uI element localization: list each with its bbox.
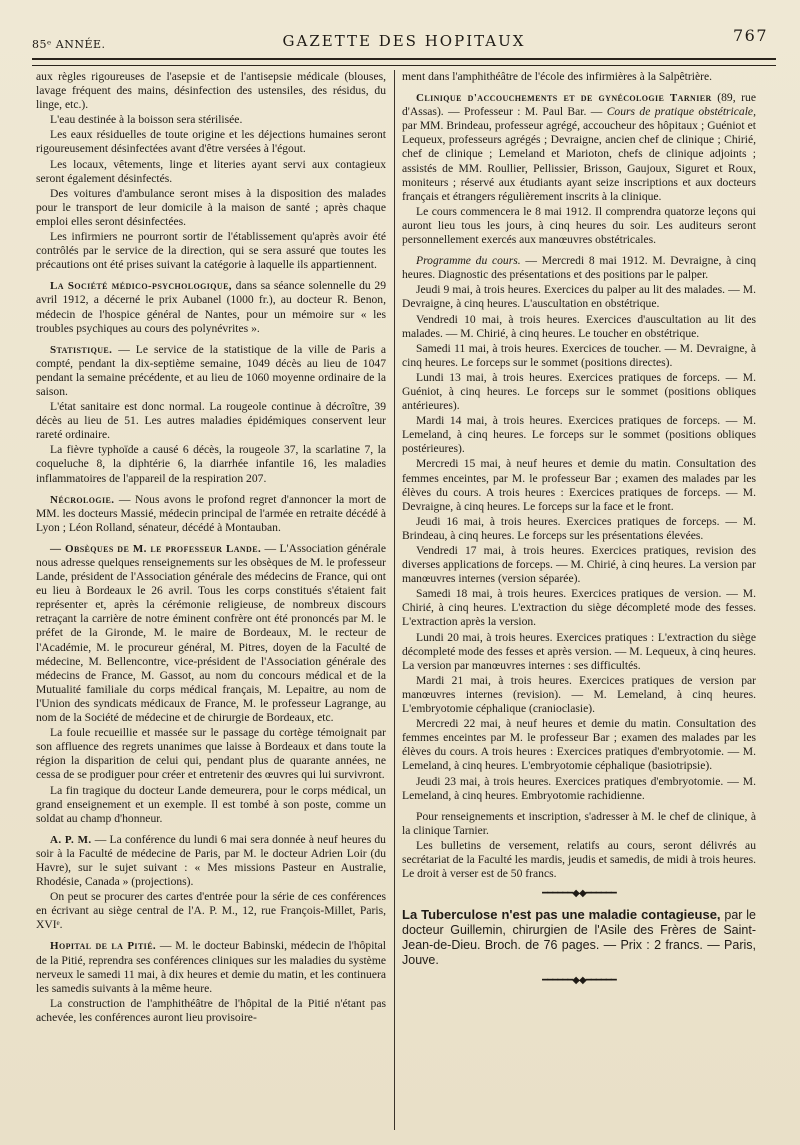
news-item-statistique: Statistique. — Le service de la statistique de la ville de Paris a compté, pendant la dix-septième semaine, 1049 décès au lieu de 1047 pendant la semaine précédente, et au lieu de 1060 moyenne ordinaire de la saison. (36, 342, 386, 398)
year-label: 85ᵉ ANNÉE. (32, 38, 106, 51)
news-item-obseques: — Obsèques de M. le professeur Lande. — L'Association générale nous adresse quelques renseignements sur les obsèques de M. le professeur Lande, président de l'Association générale des médecins de France, qui ont eu lieu à Bordeaux le 26 avril. Tous les corps constitués s'étaient fait représenter et, après la cérémonie religieuse, de nombreux discours retraçant la carrière de notre éminent confrère ont été prononcés par M. le préfet de la Gironde, M. le maire de Bordeaux, M. le recteur de l'Académie, M. le procureur général, M. Pitres, doyen de la Faculté de médecine, M. Bellencontre, vice-président de l'Association générale des médecins de France, M. Gassot, au nom du concours médical et de la Mutualité familiale du corps médical français, M. Lepaitre, au nom de l'Union des syndicats médicaux de France, M. le professeur Lagrange, au nom de la Société de médecine et de chirurgie de Bordeaux, etc. (36, 541, 386, 725)
book-title: La Tuberculose n'est pas une maladie contagieuse, (402, 907, 721, 923)
schedule-entry: Mardi 21 mai, à trois heures. Exercices pratiques de version par manœuvres internes (revision). — M. Lemeland, à cinq heures. L'embryotomie céphalique (cranioclasie). (402, 673, 756, 716)
item-heading: Statistique. (50, 343, 113, 356)
right-column (402, 70, 756, 1135)
paragraph: Les infirmiers ne pourront sortir de l'établissement qu'après avoir été contrôlés par le service de la direction, qui se sera assuré que toutes les précautions ont été prises suivant la catégorie à laquelle ils appartiennent. (36, 230, 386, 272)
schedule-entry: Mardi 14 mai, à trois heures. Exercices pratiques de forceps. — M. Lemeland, à cinq heures. Le forceps sur le sommet (positions obliques postérieures). (402, 414, 756, 456)
programme-paragraph: Programme du cours. — Mercredi 8 mai 1912. M. Devraigne, à cinq heures. Diagnostic des présentations et des positions par le palper. (402, 254, 756, 282)
left-column (36, 70, 386, 1135)
paragraph: La construction de l'amphithéâtre de l'hôpital de la Pitié n'étant pas achevée, les conférences auront lieu provisoire- (36, 996, 386, 1024)
schedule-entry: Lundi 20 mai, à trois heures. Exercices pratiques : L'extraction du siège décompleté mode des fesses et après version. — M. Lequeux, à cinq heures. La version par manœuvres internes : ses difficultés. (402, 630, 756, 672)
paragraph: L'état sanitaire est donc normal. La rougeole continue à décroître, 39 décès au lieu de 51. Les autres maladies épidémiques conservent leur rareté ordinaire. (36, 400, 386, 442)
page-number: 767 (732, 26, 768, 45)
paragraph: La fièvre typhoïde a causé 6 décès, la rougeole 37, la scarlatine 7, la coqueluche 8, la diphtérie 6, la diarrhée infantile 16, les maladies inflammatoires de l'appareil de la respiration 207. (36, 443, 386, 485)
paragraph: La foule recueillie et massée sur le passage du cortège témoignait par son affluence des regrets unanimes que laisse à Bordeaux et dans toute la région la disparition de celui qui, pendant plus de quarante années, ne cessa de se prodiguer pour créer et entretenir des œuvres qui lui survivront. (36, 726, 386, 782)
schedule-entry: Mercredi 15 mai, à neuf heures et demie du matin. Consultation des femmes enceintes, par M. le professeur Bar ; examen des malades par les élèves du cours. A trois heures : Exercices pratiques de forceps. — M. Devraigne, à cinq heures. Le forceps sur la face et le front. (402, 457, 756, 513)
schedule-entry: Mercredi 22 mai, à neuf heures et demie du matin. Consultation des femmes enceintes par M. le professeur Bar ; examen des malades par les élèves du cours. A trois heures : Exercices pratiques d'embryotomie. — M. Lemeland, à cinq heures. L'embryotomie céphalique (basiotripsie). (402, 717, 756, 773)
paragraph: Les bulletins de versement, relatifs au cours, seront délivrés au secrétariat de la Faculté les mardis, jeudis et samedis, de midi à trois heures. Le droit à verser est de 50 francs. (402, 838, 756, 881)
item-heading: Clinique d'accouchements et de gynécologie Tarnier (416, 92, 712, 105)
news-item-necrologie: Nécrologie. — Nous avons le profond regret d'annoncer la mort de MM. les docteurs Massié, médecin principal de l'armée en retraite décédé à Lyon ; Léon Rolland, sénateur, décédé à Montauban. (36, 492, 386, 534)
programme-heading: Programme du cours. (416, 254, 521, 268)
page-header (32, 22, 776, 50)
schedule-entry: Samedi 18 mai, à trois heures. Exercices pratiques de version. — M. Chirié, à cinq heures. L'extraction du siège décompleté mode des fesses. L'extraction après la version. (402, 587, 756, 629)
journal-title: GAZETTE DES HOPITAUX (282, 32, 526, 50)
item-heading: — Obsèques de M. le professeur Lande. (50, 542, 262, 555)
item-heading: La Société médico-psychologique, (50, 280, 232, 293)
paragraph: La fin tragique du docteur Lande demeurera, pour le corps médical, un grand enseignement et un exemple. Il est tombé à son poste, comme un soldat au champ d'honneur. (36, 783, 386, 825)
item-heading: Hopital de la Pitié. (50, 940, 157, 953)
paragraph: L'eau destinée à la boisson sera stérilisée. (50, 113, 243, 127)
paragraph: Les locaux, vêtements, linge et literies ayant servi aux contagieux seront également désinfectés. (36, 157, 386, 185)
schedule-entry: Samedi 11 mai, à trois heures. Exercices de toucher. — M. Devraigne, à cinq heures. Le forceps sur le sommet (positions directes). (402, 341, 756, 369)
schedule-entry: Vendredi 17 mai, à trois heures. Exercices pratiques, revision des diverses applications de forceps. — M. Chirié, à cinq heures. La version par manœuvres internes (version séparée). (402, 544, 756, 586)
header-rule (32, 58, 776, 66)
book-notice: La Tuberculose n'est pas une maladie contagieuse, par le docteur Guillemin, chirurgien de l'Asile des Frères de Saint-Jean-de-Dieu. Broch. de 76 pages. — Prix : 2 francs. — Paris, Jouve. (402, 907, 756, 968)
schedule-entry: Jeudi 16 mai, à trois heures. Exercices pratiques de forceps. — M. Brindeau, à cinq heures. Le forceps sur les présentations élevées. (402, 514, 756, 542)
ornamental-separator: ━━━━━━◆◆━━━━━━ (542, 888, 616, 900)
paragraph: ment dans l'amphithéâtre de l'école des infirmières à la Salpêtrière. (402, 70, 712, 83)
item-heading: Nécrologie. (50, 493, 115, 506)
schedule-entry: Jeudi 23 mai, à trois heures. Exercices pratiques d'embryotomie. — M. Lemeland, à cinq heures. Embryotomie rachidienne. (402, 774, 756, 802)
schedule-entry: Vendredi 10 mai, à trois heures. Exercices d'auscultation au lit des malades. — M. Chirié, à cinq heures. Le toucher en obstétrique. (402, 312, 756, 340)
ornamental-separator: ━━━━━━◆◆━━━━━━ (542, 975, 616, 987)
column-divider (394, 70, 395, 1130)
news-item-pitie: Hopital de la Pitié. — M. le docteur Babinski, médecin de l'hôpital de la Pitié, reprendra ses conférences cliniques sur les maladies du système nerveux le samedi 11 mai, à dix heures et demie du matin, et les continuera les samedis suivants à la même heure. (36, 939, 386, 995)
paragraph: Les eaux résiduelles de toute origine et les déjections humaines seront rigoureusement désinfectées avant d'être versées à l'égout. (36, 128, 386, 156)
paragraph: Des voitures d'ambulance seront mises à la disposition des malades pour le transport de leur domicile à la maison de santé ; après chaque emploi elles seront désinfectées. (36, 186, 386, 228)
paragraph: aux règles rigoureuses de l'asepsie et de l'antisepsie médicale (blouses, lavage fréquent des mains, désinfection des ustensiles, des résidus, du linge, etc.). (36, 70, 386, 112)
news-item-psychologique: La Société médico-psychologique, dans sa séance solennelle du 29 avril 1912, a décerné le prix Aubanel (1000 fr.), au docteur R. Benon, médecin de l'hospice général de Nantes, pour un mémoire sur « les troubles psychiques au cours des polynévrites ». (36, 279, 386, 335)
schedule-entry: Jeudi 9 mai, à trois heures. Exercices du palper au lit des malades. — M. Devraigne, à cinq heures. L'auscultation en obstétrique. (402, 283, 756, 311)
schedule-entry: Lundi 13 mai, à trois heures. Exercices pratiques de forceps. — M. Guéniot, à cinq heures. Le forceps sur le sommet (positions obliques antérieures). (402, 370, 756, 413)
paragraph: On peut se procurer des cartes d'entrée pour la série de ces conférences en écrivant au siège central de l'A. P. M., 12, rue François-Millet, Paris, XVIᵉ. (36, 890, 386, 932)
paragraph: Le cours commencera le 8 mai 1912. Il comprendra quatorze leçons qui auront lieu tous les jours, à cinq heures du soir. Les auditeurs seront personnellement exercés aux manœuvres obstétricales. (402, 204, 756, 247)
news-item-clinique-tarnier: Clinique d'accouchements et de gynécologie Tarnier (89, rue d'Assas). — Professeur : M. Paul Bar. — Cours de pratique obstétricale, par MM. Brindeau, professeur agrégé, accoucheur des hôpitaux ; Guéniot et Lequeux, professeurs agrégés ; Devraigne, ancien chef de clinique ; Chirié, chef de clinique ; Lemeland et Marioton, chefs de clinique adjoints ; assistés de MM. Roullier, Pellissier, Brisson, Gaujoux, Siguret et Roux, moniteurs ; réservé aux étudiants ayant seize inscriptions et aux docteurs français et étrangers régulièrement inscrits à la clinique. (402, 91, 756, 203)
paragraph: Pour renseignements et inscription, s'adresser à M. le chef de clinique, à la clinique Tarnier. (402, 809, 756, 837)
item-heading: A. P. M. (50, 833, 92, 846)
news-item-apm: A. P. M. — La conférence du lundi 6 mai sera donnée à neuf heures du soir à la Faculté de médecine de Paris, par M. le docteur Adrien Loir (du Havre), sur le sujet suivant : « Mes missions Pasteur en Australie, Rhodésie, Canada » (projections). (36, 832, 386, 889)
